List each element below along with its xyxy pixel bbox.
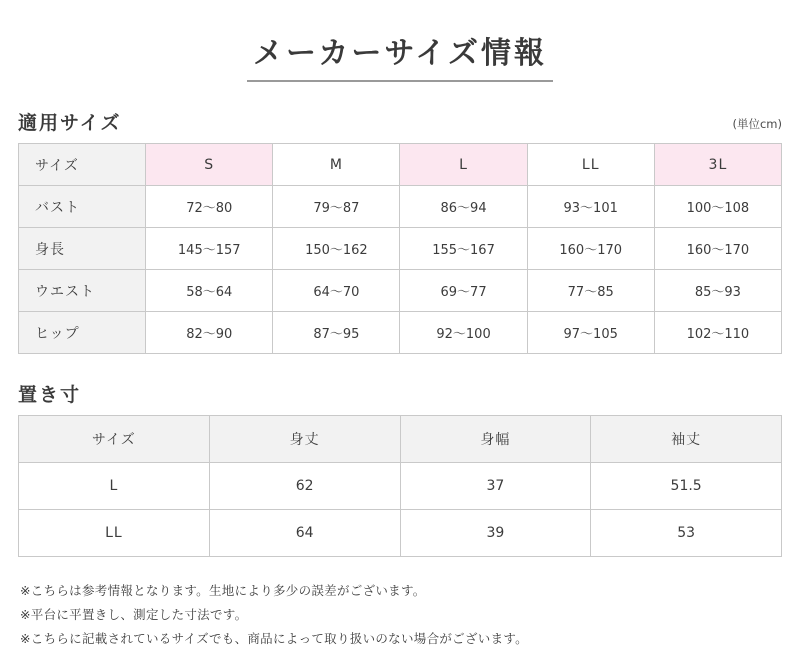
cell-height-m: 150〜162 — [273, 228, 400, 270]
table-row — [19, 312, 782, 354]
row-label-height: 身長 — [19, 228, 146, 270]
row-label-bust: バスト — [19, 186, 146, 228]
size-section-header — [18, 108, 782, 135]
page-title: メーカーサイズ情報 — [247, 28, 553, 82]
size-col-m: M — [273, 144, 400, 186]
size-table-head — [19, 144, 782, 186]
flat-col-sleeve: 袖丈 — [591, 416, 782, 463]
flat-section-title: 置き寸 — [18, 380, 81, 407]
cell-length-l: 62 — [209, 463, 400, 510]
note-line-1: ※こちらは参考情報となります。生地により多少の誤差がございます。 — [20, 579, 782, 603]
cell-height-s: 145〜157 — [146, 228, 273, 270]
cell-height-3l: 160〜170 — [654, 228, 781, 270]
size-table-body — [19, 186, 782, 354]
row-label-hip: ヒップ — [19, 312, 146, 354]
cell-hip-s: 82〜90 — [146, 312, 273, 354]
flat-col-width: 身幅 — [400, 416, 591, 463]
table-row — [19, 228, 782, 270]
applicable-size-table — [18, 143, 782, 354]
note-line-3: ※こちらに記載されているサイズでも、商品によって取り扱いのない場合がございます。 — [20, 627, 782, 650]
cell-height-l: 155〜167 — [400, 228, 527, 270]
table-row — [19, 463, 782, 510]
flat-measurement-table — [18, 415, 782, 557]
size-col-s: S — [146, 144, 273, 186]
cell-bust-ll: 93〜101 — [527, 186, 654, 228]
cell-waist-m: 64〜70 — [273, 270, 400, 312]
cell-hip-l: 92〜100 — [400, 312, 527, 354]
table-header-row — [19, 416, 782, 463]
size-col-ll: LL — [527, 144, 654, 186]
cell-hip-3l: 102〜110 — [654, 312, 781, 354]
cell-waist-ll: 77〜85 — [527, 270, 654, 312]
flat-table-body — [19, 463, 782, 557]
cell-bust-3l: 100〜108 — [654, 186, 781, 228]
cell-height-ll: 160〜170 — [527, 228, 654, 270]
flat-col-length: 身丈 — [209, 416, 400, 463]
row-label-waist: ウエスト — [19, 270, 146, 312]
cell-sleeve-ll: 53 — [591, 510, 782, 557]
table-header-row — [19, 144, 782, 186]
cell-length-ll: 64 — [209, 510, 400, 557]
size-col-l: L — [400, 144, 527, 186]
cell-hip-m: 87〜95 — [273, 312, 400, 354]
cell-waist-l: 69〜77 — [400, 270, 527, 312]
flat-table-head — [19, 416, 782, 463]
cell-hip-ll: 97〜105 — [527, 312, 654, 354]
flat-section-header — [18, 380, 782, 407]
table-row — [19, 186, 782, 228]
size-table-corner-label: サイズ — [19, 144, 146, 186]
cell-waist-3l: 85〜93 — [654, 270, 781, 312]
cell-bust-l: 86〜94 — [400, 186, 527, 228]
notes-block — [18, 579, 782, 650]
cell-bust-m: 79〜87 — [273, 186, 400, 228]
table-row — [19, 510, 782, 557]
cell-waist-s: 58〜64 — [146, 270, 273, 312]
cell-width-ll: 39 — [400, 510, 591, 557]
note-line-2: ※平台に平置きし、測定した寸法です。 — [20, 603, 782, 627]
flat-row-label-ll: LL — [19, 510, 210, 557]
title-container — [18, 0, 782, 82]
cell-bust-s: 72〜80 — [146, 186, 273, 228]
table-row — [19, 270, 782, 312]
size-col-3l: 3L — [654, 144, 781, 186]
cell-sleeve-l: 51.5 — [591, 463, 782, 510]
unit-note: (単位cm) — [733, 116, 783, 135]
flat-row-label-l: L — [19, 463, 210, 510]
size-section-title: 適用サイズ — [18, 108, 121, 135]
flat-col-size: サイズ — [19, 416, 210, 463]
cell-width-l: 37 — [400, 463, 591, 510]
